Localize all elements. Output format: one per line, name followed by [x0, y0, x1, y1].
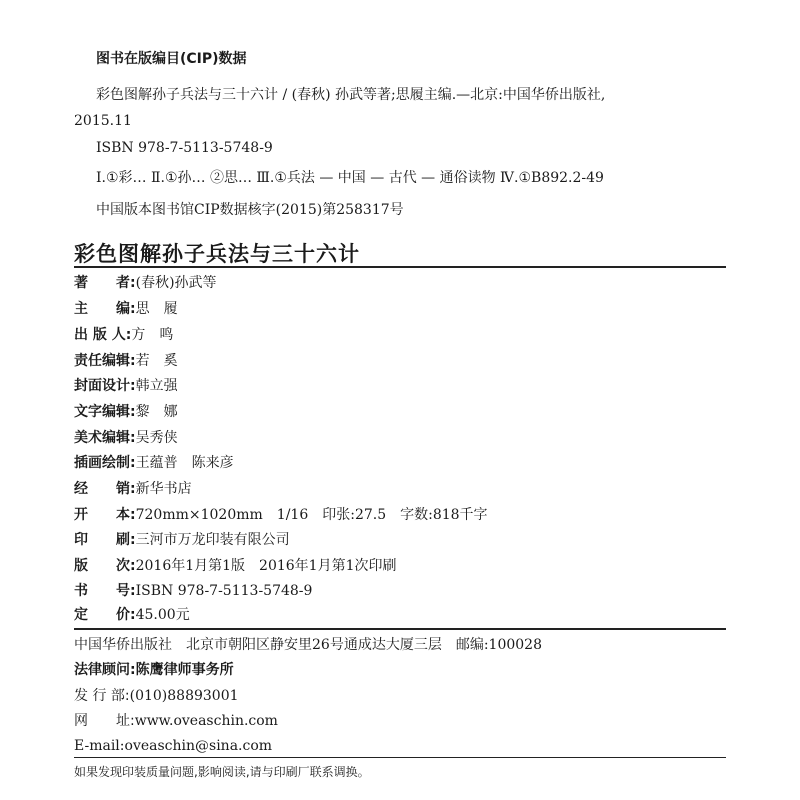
credit-label: 责任编辑: [74, 353, 136, 369]
cip-date-line: 2015.11 [74, 113, 132, 129]
legal-counsel-label: 法律顾问: [74, 662, 136, 678]
credit-value: 吴秀侠 [135, 430, 178, 446]
credit-value: 黎 娜 [135, 404, 178, 420]
credit-value: 韩立强 [135, 378, 178, 394]
credit-row-price [74, 604, 190, 626]
credit-row-printer [74, 529, 290, 551]
credit-label: 封面设计: [74, 378, 136, 394]
legal-counsel-row [74, 659, 234, 681]
credit-value: 方 鸣 [131, 327, 174, 343]
credit-row-illustration [74, 452, 234, 474]
website-row [74, 710, 278, 732]
publisher-name: 中国华侨出版社 [74, 637, 172, 653]
credit-label: 印 刷: [74, 532, 136, 548]
credit-label: 版 次: [74, 558, 136, 574]
credit-value: (春秋)孙武等 [135, 275, 217, 291]
credit-label: 主 编: [74, 301, 136, 317]
credit-value: 若 奚 [135, 353, 178, 369]
credit-row-isbn [74, 580, 312, 602]
cip-heading: 图书在版编目(CIP)数据 [96, 51, 247, 67]
email-row [74, 735, 272, 757]
sales-dept-row [74, 685, 239, 707]
credit-value: 王蕴普 陈来彦 [135, 455, 234, 471]
credit-row-publisher [74, 324, 173, 346]
credit-row-cover-design [74, 375, 178, 397]
credits-divider [74, 628, 726, 630]
credit-value: ISBN 978-7-5113-5748-9 [135, 583, 313, 599]
credit-value: 720mm×1020mm 1/16 印张:27.5 字数:818千字 [135, 507, 488, 523]
credit-value: 45.00元 [135, 607, 190, 623]
credit-row-distributor [74, 478, 192, 500]
quality-notice: 如果发现印装质量问题,影响阅读,请与印刷厂联系调换。 [74, 765, 370, 779]
credit-row-edition [74, 555, 397, 577]
cip-record-number-line: 中国版本图书馆CIP数据核字(2015)第258317号 [96, 202, 404, 218]
website-label: 网 址: [74, 713, 135, 729]
sales-dept-label: 发 行 部: [74, 688, 130, 704]
credit-row-art-editor [74, 427, 178, 449]
publisher-address: 北京市朝阳区静安里26号通成达大厦三层 [186, 637, 442, 653]
credit-label: 文字编辑: [74, 404, 136, 420]
credit-value: 思 履 [135, 301, 178, 317]
legal-counsel-value: 陈鹰律师事务所 [135, 662, 234, 678]
credit-label: 经 销: [74, 481, 136, 497]
publisher-address-row [74, 634, 542, 656]
cip-bibliographic-line: 彩色图解孙子兵法与三十六计 / (春秋) 孙武等著;思履主编.—北京:中国华侨出版社, [96, 87, 606, 103]
cip-isbn-line: ISBN 978-7-5113-5748-9 [96, 140, 273, 156]
credit-label: 著 者: [74, 275, 136, 291]
credit-value: 2016年1月第1版 2016年1月第1次印刷 [135, 558, 397, 574]
credit-label: 出 版 人: [74, 327, 132, 343]
publisher-postcode: 邮编:100028 [455, 637, 542, 653]
credit-row-editor-in-chief [74, 298, 178, 320]
credit-label: 美术编辑: [74, 430, 136, 446]
email-label: E-mail: [74, 738, 125, 754]
book-title: 彩色图解孙子兵法与三十六计 [74, 242, 360, 266]
credit-label: 开 本: [74, 507, 136, 523]
credit-row-responsible-editor [74, 350, 178, 372]
credit-label: 定 价: [74, 607, 136, 623]
credit-row-format [74, 504, 488, 526]
credit-row-author [74, 272, 217, 294]
credit-value: 新华书店 [135, 481, 192, 497]
credit-row-text-editor [74, 401, 178, 423]
credit-label: 书 号: [74, 583, 136, 599]
sales-dept-phone: (010)88893001 [129, 688, 239, 704]
email-link[interactable]: oveaschin@sina.com [124, 738, 273, 754]
footer-divider [74, 757, 726, 758]
title-divider [74, 266, 726, 268]
credit-label: 插画绘制: [74, 455, 136, 471]
credit-value: 三河市万龙印装有限公司 [135, 532, 290, 548]
cip-classification-line: Ⅰ.①彩… Ⅱ.①孙… ②思… Ⅲ.①兵法 — 中国 — 古代 — 通俗读物 Ⅳ.①B892.2-49 [96, 170, 604, 186]
website-link[interactable]: www.oveaschin.com [134, 713, 278, 729]
